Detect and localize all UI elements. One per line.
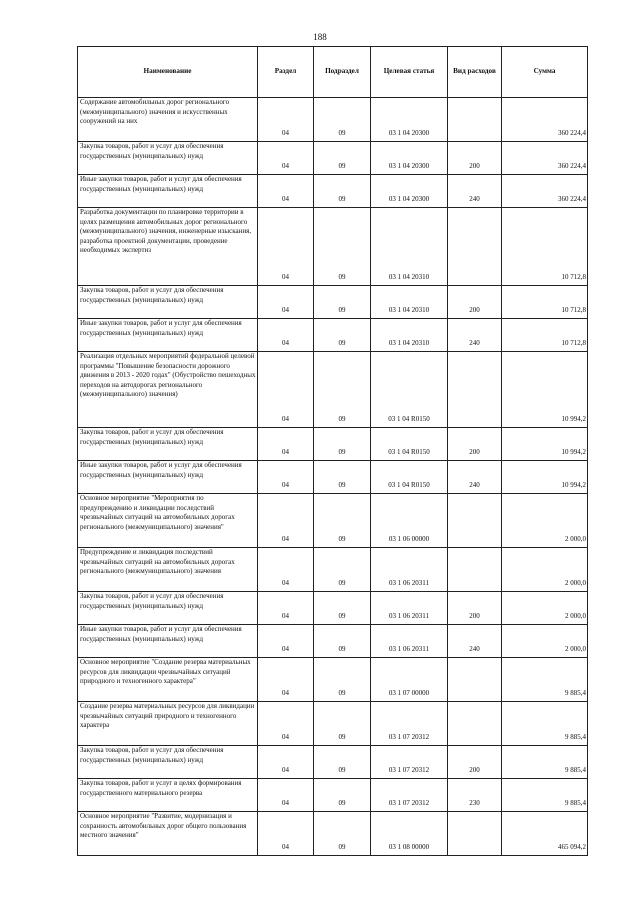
header-row [78, 47, 588, 98]
row-name: Предупреждение и ликвидация последствий чрезвычайных ситуаций на автомобильных дорогах регионального (межмуниципального) значения [78, 548, 258, 592]
table-row [78, 779, 588, 812]
row-type: 230 [448, 779, 502, 812]
table-row [78, 175, 588, 208]
row-target: 03 1 08 00000 [371, 812, 448, 856]
row-type: 240 [448, 319, 502, 352]
row-sum: 10 712,8 [502, 208, 588, 286]
row-sum: 465 094,2 [502, 812, 588, 856]
row-target: 03 1 07 20312 [371, 702, 448, 746]
row-sum: 2 000,0 [502, 592, 588, 625]
row-sum: 10 994,2 [502, 352, 588, 428]
row-name: Основное мероприятие "Создание резерва материальных ресурсов для ликвидации чрезвычайных ситуаций природного и техногенного характера" [78, 658, 258, 702]
row-section: 04 [258, 286, 314, 319]
row-subsection: 09 [314, 352, 371, 428]
row-name: Разработка документации по планировке территории в целях размещения автомобильных дорог регионального (межмуниципального) значения, инженерные изыскания, разработка проектной документации, проведение необходимых экспертиз [78, 208, 258, 286]
row-subsection: 09 [314, 592, 371, 625]
row-type [448, 494, 502, 548]
table-row [78, 208, 588, 286]
row-section: 04 [258, 98, 314, 142]
row-sum: 9 885,4 [502, 658, 588, 702]
row-section: 04 [258, 319, 314, 352]
row-sum: 10 994,2 [502, 461, 588, 494]
row-name: Закупка товаров, работ и услуг для обеспечения государственных (муниципальных) нужд [78, 746, 258, 779]
row-name: Содержание автомобильных дорог регионального (межмуниципального) значения и искусственных сооружений на них [78, 98, 258, 142]
row-target: 03 1 06 20311 [371, 625, 448, 658]
row-section: 04 [258, 428, 314, 461]
row-name: Иные закупки товаров, работ и услуг для обеспечения государственных (муниципальных) нужд [78, 625, 258, 658]
row-name: Закупка товаров, работ и услуг для обеспечения государственных (муниципальных) нужд [78, 142, 258, 175]
table-row [78, 548, 588, 592]
row-subsection: 09 [314, 548, 371, 592]
row-sum: 9 885,4 [502, 746, 588, 779]
row-name: Иные закупки товаров, работ и услуг для обеспечения государственных (муниципальных) нужд [78, 319, 258, 352]
row-target: 03 1 04 20300 [371, 142, 448, 175]
row-name: Основное мероприятие "Развитие, модернизация и сохранность автомобильных дорог общего пользования местного значения" [78, 812, 258, 856]
row-type: 200 [448, 286, 502, 319]
table-row [78, 98, 588, 142]
row-name: Реализация отдельных мероприятий федеральной целевой программы "Повышение безопасности дорожного движения в 2013 - 2020 годах" (Обустройство пешеходных переходов на автодорогах регионального (межмуниципального) значения) [78, 352, 258, 428]
row-sum: 10 712,8 [502, 319, 588, 352]
row-subsection: 09 [314, 319, 371, 352]
row-subsection: 09 [314, 494, 371, 548]
header-subsection: Подраздел [314, 47, 371, 98]
row-target: 03 1 04 20300 [371, 175, 448, 208]
row-subsection: 09 [314, 812, 371, 856]
row-subsection: 09 [314, 658, 371, 702]
table-row [78, 352, 588, 428]
table-row [78, 428, 588, 461]
row-name: Закупка товаров, работ и услуг для обеспечения государственных (муниципальных) нужд [78, 592, 258, 625]
table-row [78, 702, 588, 746]
row-section: 04 [258, 779, 314, 812]
table-row [78, 812, 588, 856]
row-type [448, 812, 502, 856]
row-sum: 9 885,4 [502, 779, 588, 812]
table-row [78, 494, 588, 548]
row-section: 04 [258, 658, 314, 702]
row-target: 03 1 06 20311 [371, 548, 448, 592]
table-row [78, 658, 588, 702]
header-target: Целевая статья [371, 47, 448, 98]
row-target: 03 1 04 R0150 [371, 428, 448, 461]
table-row [78, 746, 588, 779]
header-sum: Сумма [502, 47, 588, 98]
row-target: 03 1 06 00000 [371, 494, 448, 548]
row-sum: 360 224,4 [502, 142, 588, 175]
row-target: 03 1 04 R0150 [371, 461, 448, 494]
row-sum: 10 994,2 [502, 428, 588, 461]
row-type [448, 352, 502, 428]
row-name: Закупка товаров, работ и услуг в целях формирования государственного материального резерва [78, 779, 258, 812]
row-target: 03 1 04 20310 [371, 208, 448, 286]
header-name: Наименование [78, 47, 258, 98]
row-type [448, 702, 502, 746]
row-type: 240 [448, 175, 502, 208]
row-subsection: 09 [314, 175, 371, 208]
row-section: 04 [258, 746, 314, 779]
page-number: 188 [313, 32, 327, 42]
table-row [78, 286, 588, 319]
table-row [78, 319, 588, 352]
row-target: 03 1 07 20312 [371, 779, 448, 812]
row-target: 03 1 04 20300 [371, 98, 448, 142]
row-subsection: 09 [314, 286, 371, 319]
row-name: Закупка товаров, работ и услуг для обеспечения государственных (муниципальных) нужд [78, 286, 258, 319]
row-section: 04 [258, 208, 314, 286]
header-section: Раздел [258, 47, 314, 98]
row-type: 200 [448, 142, 502, 175]
row-subsection: 09 [314, 98, 371, 142]
row-subsection: 09 [314, 625, 371, 658]
row-sum: 2 000,0 [502, 625, 588, 658]
table-row [78, 592, 588, 625]
row-section: 04 [258, 494, 314, 548]
row-sum: 2 000,0 [502, 548, 588, 592]
row-section: 04 [258, 625, 314, 658]
row-name: Закупка товаров, работ и услуг для обеспечения государственных (муниципальных) нужд [78, 428, 258, 461]
row-subsection: 09 [314, 461, 371, 494]
row-name: Иные закупки товаров, работ и услуг для обеспечения государственных (муниципальных) нужд [78, 175, 258, 208]
row-sum: 360 224,4 [502, 175, 588, 208]
row-name: Основное мероприятие "Мероприятия по предупреждению и ликвидации последствий чрезвычайных ситуаций на автомобильных дорогах регионального (межмуниципального) значения" [78, 494, 258, 548]
row-section: 04 [258, 352, 314, 428]
row-type [448, 658, 502, 702]
row-subsection: 09 [314, 779, 371, 812]
row-subsection: 09 [314, 746, 371, 779]
row-target: 03 1 07 00000 [371, 658, 448, 702]
row-subsection: 09 [314, 208, 371, 286]
row-target: 03 1 04 20310 [371, 286, 448, 319]
row-sum: 10 712,8 [502, 286, 588, 319]
row-type [448, 548, 502, 592]
row-subsection: 09 [314, 702, 371, 746]
row-section: 04 [258, 592, 314, 625]
table-row [78, 625, 588, 658]
row-section: 04 [258, 461, 314, 494]
row-section: 04 [258, 142, 314, 175]
budget-table [77, 46, 588, 856]
row-section: 04 [258, 812, 314, 856]
row-type [448, 208, 502, 286]
row-name: Иные закупки товаров, работ и услуг для обеспечения государственных (муниципальных) нужд [78, 461, 258, 494]
row-subsection: 09 [314, 428, 371, 461]
row-name: Создание резерва материальных ресурсов для ликвидации чрезвычайных ситуаций природного и техногенного характера [78, 702, 258, 746]
row-type [448, 98, 502, 142]
row-sum: 360 224,4 [502, 98, 588, 142]
table-row [78, 461, 588, 494]
row-type: 200 [448, 428, 502, 461]
row-target: 03 1 06 20311 [371, 592, 448, 625]
header-type: Вид расходов [448, 47, 502, 98]
row-target: 03 1 07 20312 [371, 746, 448, 779]
row-section: 04 [258, 548, 314, 592]
row-type: 240 [448, 461, 502, 494]
row-sum: 9 885,4 [502, 702, 588, 746]
row-subsection: 09 [314, 142, 371, 175]
row-sum: 2 000,0 [502, 494, 588, 548]
row-target: 03 1 04 20310 [371, 319, 448, 352]
row-type: 200 [448, 746, 502, 779]
row-section: 04 [258, 702, 314, 746]
row-type: 240 [448, 625, 502, 658]
table-body [78, 98, 588, 856]
row-target: 03 1 04 R0150 [371, 352, 448, 428]
table-row [78, 142, 588, 175]
row-type: 200 [448, 592, 502, 625]
row-section: 04 [258, 175, 314, 208]
